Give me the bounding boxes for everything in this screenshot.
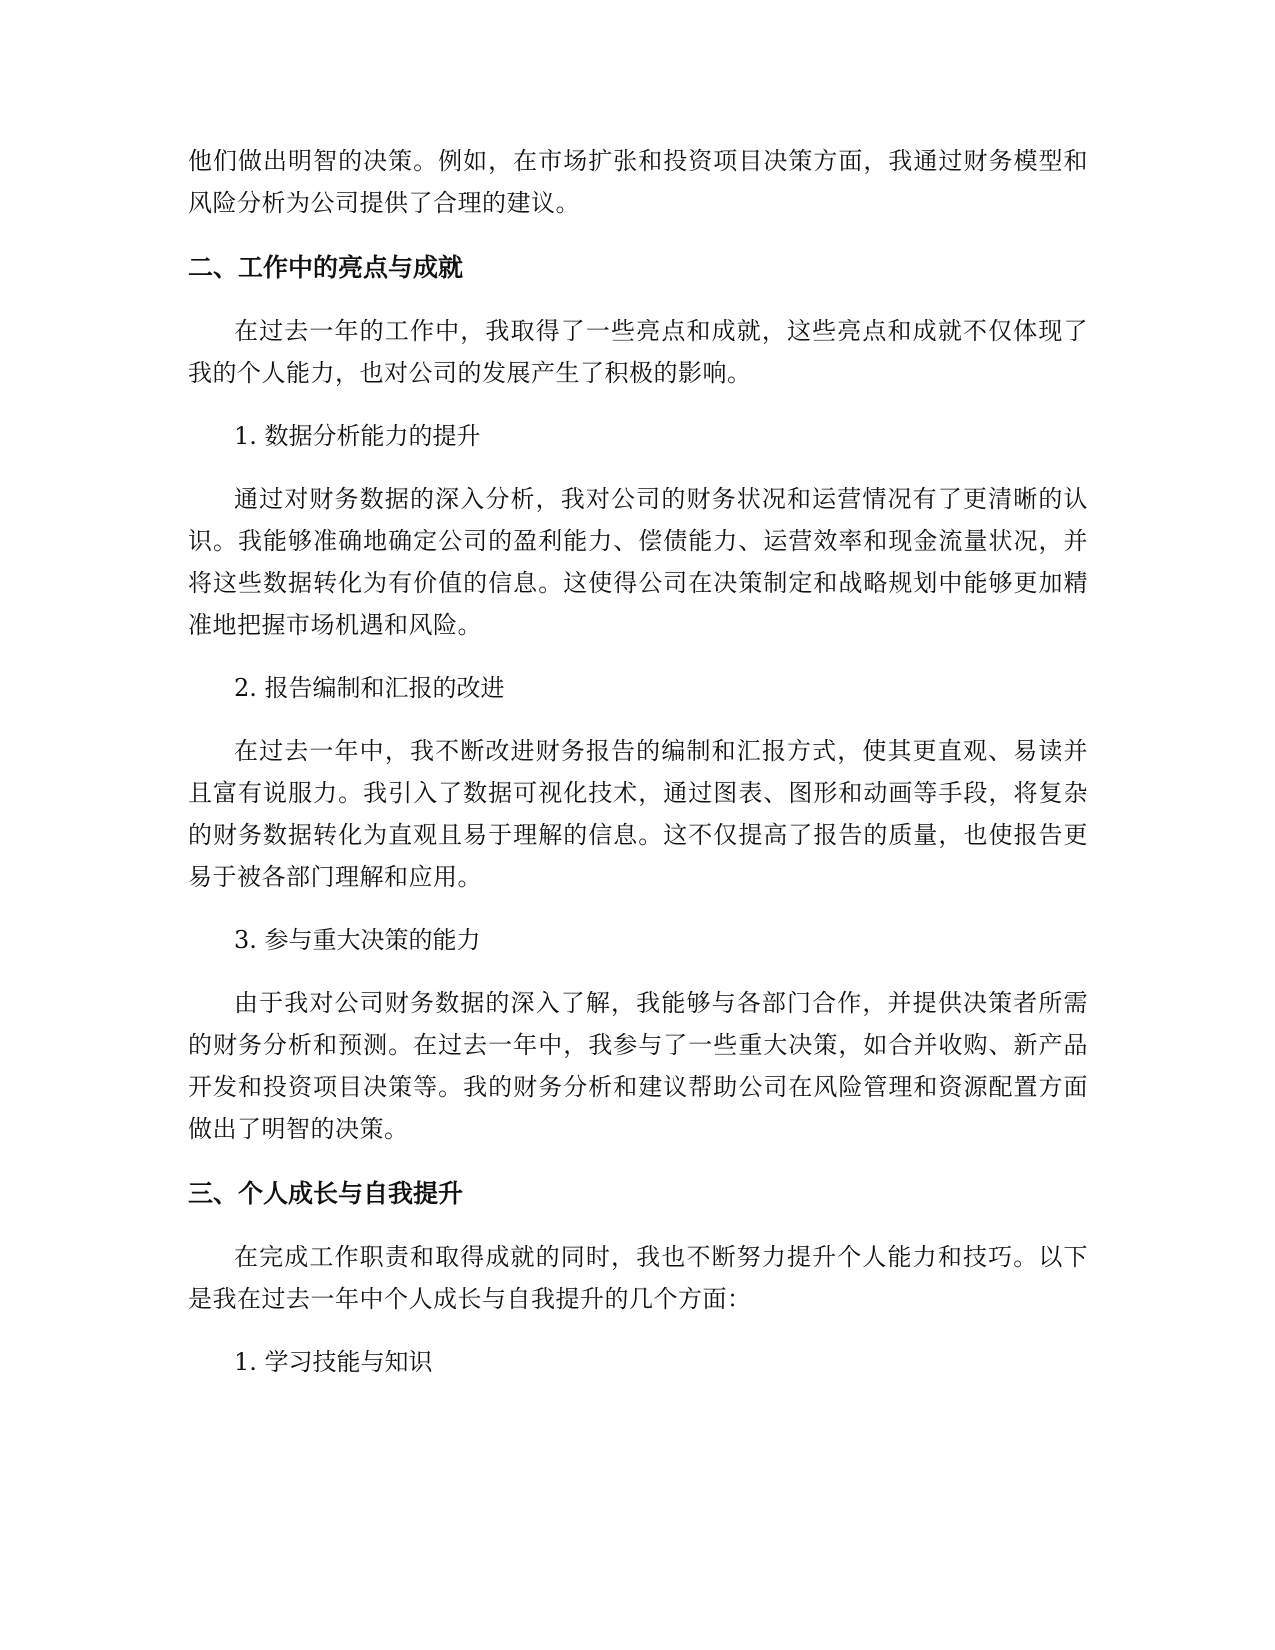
- section-2-item-3-title: 3. 参与重大决策的能力: [234, 926, 481, 954]
- section-2-item-2-title: 2. 报告编制和汇报的改进: [234, 674, 505, 702]
- document-page: [188, 140, 1088, 1382]
- section-2-item-1-title: 1. 数据分析能力的提升: [234, 422, 481, 450]
- paragraph-intro-continued: 他们做出明智的决策。例如，在市场扩张和投资项目决策方面，我通过财务模型和风险分析为公司提供了合理的建议。: [188, 147, 1088, 217]
- section-2-item-3-body: 由于我对公司财务数据的深入了解，我能够与各部门合作，并提供决策者所需的财务分析和预测。在过去一年中，我参与了一些重大决策，如合并收购、新产品开发和投资项目决策等。我的财务分析和建议帮助公司在风险管理和资源配置方面做出了明智的决策。: [188, 989, 1088, 1143]
- section-3-heading: 三、个人成长与自我提升: [188, 1179, 464, 1208]
- section-2-intro: 在过去一年的工作中，我取得了一些亮点和成就，这些亮点和成就不仅体现了我的个人能力，也对公司的发展产生了积极的影响。: [188, 317, 1088, 387]
- section-2-heading: 二、工作中的亮点与成就: [188, 253, 464, 282]
- section-3-intro: 在完成工作职责和取得成就的同时，我也不断努力提升个人能力和技巧。以下是我在过去一年中个人成长与自我提升的几个方面：: [188, 1243, 1088, 1313]
- section-2-item-1-body: 通过对财务数据的深入分析，我对公司的财务状况和运营情况有了更清晰的认识。我能够准确地确定公司的盈利能力、偿债能力、运营效率和现金流量状况，并将这些数据转化为有价值的信息。这使得公司在决策制定和战略规划中能够更加精准地把握市场机遇和风险。: [188, 485, 1088, 639]
- section-3-item-1-title: 1. 学习技能与知识: [234, 1348, 433, 1376]
- section-2-item-2-body: 在过去一年中，我不断改进财务报告的编制和汇报方式，使其更直观、易读并且富有说服力。我引入了数据可视化技术，通过图表、图形和动画等手段，将复杂的财务数据转化为直观且易于理解的信息。这不仅提高了报告的质量，也使报告更易于被各部门理解和应用。: [188, 737, 1088, 891]
